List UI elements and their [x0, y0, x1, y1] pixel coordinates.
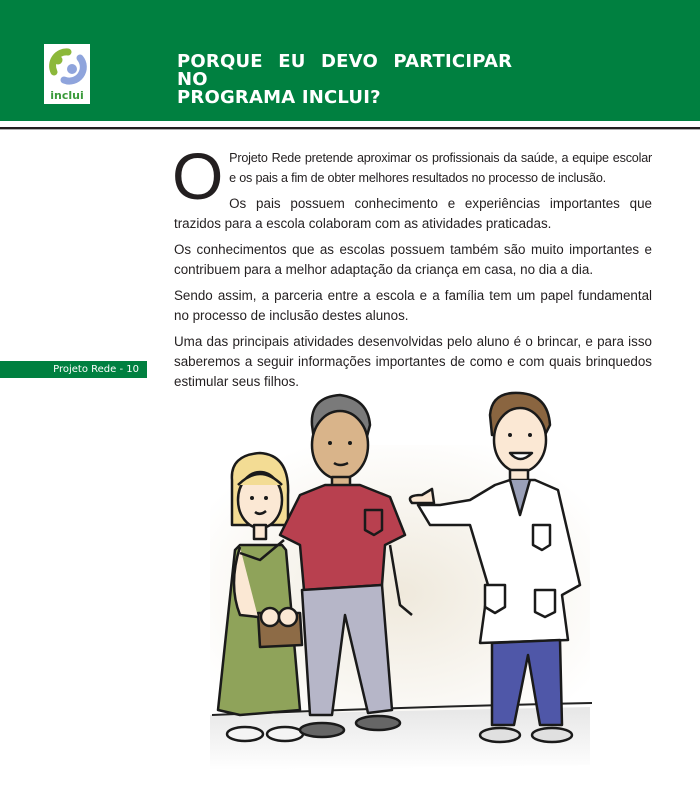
page-number-label: Projeto Rede - 10 — [53, 364, 139, 375]
body-text — [172, 139, 652, 398]
paragraph-1-text: Projeto Rede pretende aproximar os profissionais da saúde, a equipe escolar e os pais a fim de obter melhores resultados no processo de inclusão. — [229, 151, 652, 185]
inclui-logo — [44, 44, 90, 104]
paragraph-2: Os pais possuem conhecimento e experiências importantes que trazidos para a escola colaboram com as atividades praticadas. — [174, 196, 652, 231]
paragraph-1 — [172, 139, 652, 213]
logo-text: inclui — [50, 89, 84, 102]
page-header — [0, 0, 700, 121]
page-title — [177, 53, 557, 107]
page-number-bar — [0, 361, 147, 378]
title-line-2: PROGRAMA INCLUI? — [177, 87, 381, 108]
header-divider-shadow — [0, 129, 700, 130]
paragraph-5: Uma das principais atividades desenvolvidas pelo aluno é o brincar, e para isso saberemos a seguir informações importantes de como e com quais brinquedos estimular seus filhos. — [174, 334, 652, 389]
paragraph-3: Os conhecimentos que as escolas possuem também são muito importantes e contribuem para a melhor adaptação da criança em casa, no dia a dia. — [174, 242, 652, 277]
title-line-1: PORQUE EU DEVO PARTICIPAR NO — [177, 51, 513, 90]
inclui-logo-icon — [44, 44, 90, 88]
paragraph-4: Sendo assim, a parceria entre a escola e a família tem um papel fundamental no processo de inclusão destes alunos. — [174, 288, 652, 323]
family-doctor-illustration — [200, 385, 600, 785]
dropcap: O — [172, 139, 224, 213]
